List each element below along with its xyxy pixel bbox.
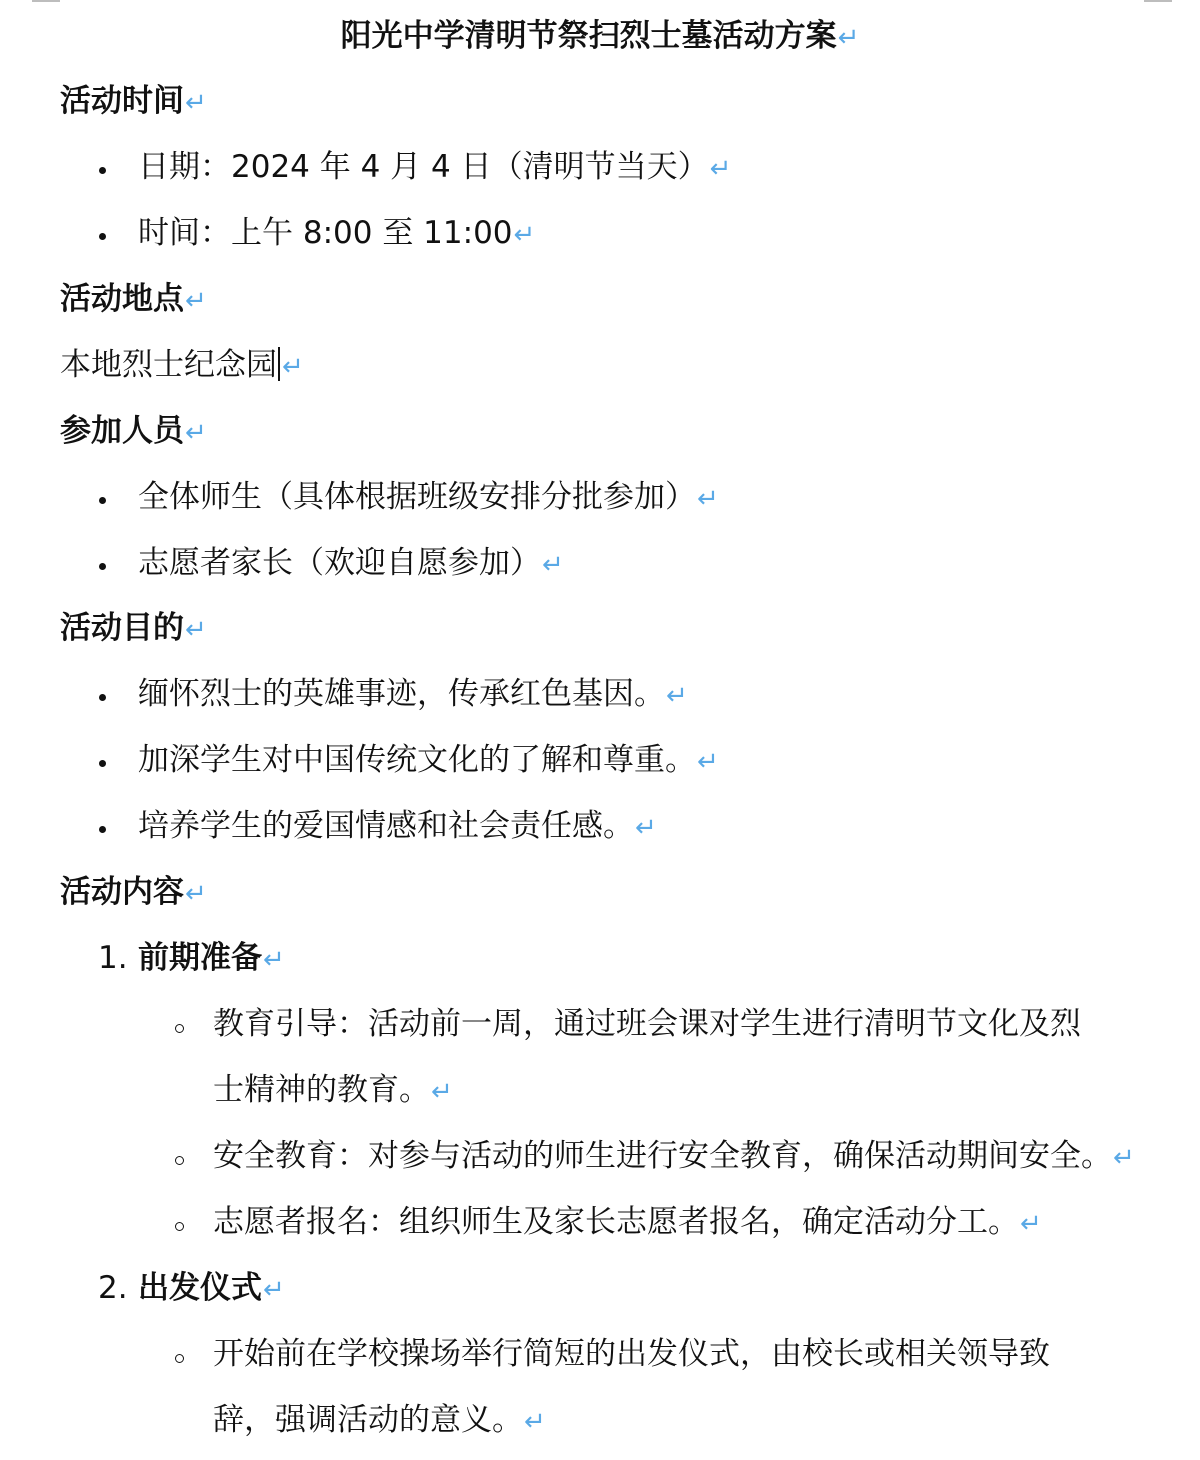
section-heading-content [60, 872, 207, 914]
location-paragraph[interactable] [60, 345, 304, 387]
list-item [138, 477, 719, 519]
bullet-dot-icon [99, 497, 106, 504]
list-item-text: 缅怀烈士的英雄事迹，传承红色基因。 [138, 676, 665, 712]
paragraph-mark-icon: ↵ [837, 23, 860, 53]
sub-list-item-line [213, 1070, 453, 1112]
sub-list-item-text: 开始前在学校操场举行简短的出发仪式，由校长或相关领导致 [213, 1336, 1050, 1372]
bullet-dot-icon [99, 563, 106, 570]
bullet-dot-icon [99, 233, 106, 240]
bullet-circle-icon [175, 1222, 184, 1231]
bullet-circle-icon [175, 1024, 184, 1033]
paragraph-mark-icon: ↵ [185, 418, 207, 448]
section-heading-content-text: 活动内容 [60, 874, 184, 910]
numbered-list-marker: 1. [98, 940, 128, 976]
numbered-list-marker: 2. [98, 1270, 128, 1306]
paragraph-mark-icon: ↵ [263, 945, 285, 975]
list-item [138, 147, 731, 189]
paragraph-mark-icon: ↵ [666, 681, 688, 711]
page-corner-mark-left [32, 0, 60, 2]
bullet-dot-icon [99, 694, 106, 701]
step-title-departure [138, 1268, 285, 1310]
list-item [138, 806, 657, 848]
list-item-text: 志愿者家长（欢迎自愿参加） [138, 545, 541, 581]
paragraph-mark-icon: ↵ [524, 1407, 546, 1437]
paragraph-mark-icon: ↵ [185, 286, 207, 316]
paragraph-mark-icon: ↵ [185, 879, 207, 909]
list-item [138, 740, 719, 782]
paragraph-mark-icon: ↵ [542, 550, 564, 580]
list-item-text: 时间：上午 8:00 至 11:00 [138, 215, 513, 251]
section-heading-time-text: 活动时间 [60, 83, 184, 119]
step-title-preparation [138, 938, 285, 980]
paragraph-mark-icon: ↵ [635, 813, 657, 843]
page-corner-mark-right [1144, 0, 1172, 2]
list-item [138, 674, 688, 716]
sub-list-item-text: 辞，强调活动的意义。 [213, 1402, 523, 1438]
sub-list-item-line [213, 1136, 1135, 1178]
paragraph-mark-icon: ↵ [697, 747, 719, 777]
section-heading-purpose [60, 608, 207, 650]
paragraph-mark-icon: ↵ [709, 154, 732, 184]
sub-list-item-line [213, 1202, 1042, 1244]
section-heading-location [60, 279, 207, 321]
paragraph-mark-icon: ↵ [185, 615, 207, 645]
list-item-text: 加深学生对中国传统文化的了解和尊重。 [138, 742, 696, 778]
document-title-text: 阳光中学清明节祭扫烈士墓活动方案 [340, 18, 837, 54]
list-item-text: 全体师生（具体根据班级安排分批参加） [138, 479, 696, 515]
section-heading-purpose-text: 活动目的 [60, 610, 184, 646]
location-text: 本地烈士纪念园 [60, 347, 277, 383]
text-cursor [278, 347, 280, 381]
paragraph-mark-icon: ↵ [1113, 1143, 1135, 1173]
paragraph-mark-icon: ↵ [185, 88, 207, 118]
bullet-dot-icon [99, 826, 106, 833]
paragraph-mark-icon: ↵ [431, 1077, 453, 1107]
paragraph-mark-icon: ↵ [263, 1275, 285, 1305]
sub-list-item-text: 教育引导：活动前一周，通过班会课对学生进行清明节文化及烈 [213, 1006, 1081, 1042]
bullet-circle-icon [175, 1156, 184, 1165]
bullet-dot-icon [99, 167, 106, 174]
paragraph-mark-icon: ↵ [1020, 1209, 1042, 1239]
bullet-circle-icon [175, 1354, 184, 1363]
paragraph-mark-icon: ↵ [513, 220, 536, 250]
section-heading-location-text: 活动地点 [60, 281, 184, 317]
sub-list-item-text: 士精神的教育。 [213, 1072, 430, 1108]
step-title-text: 前期准备 [138, 940, 262, 976]
list-item-text: 培养学生的爱国情感和社会责任感。 [138, 808, 634, 844]
sub-list-item-text: 志愿者报名：组织师生及家长志愿者报名，确定活动分工。 [213, 1204, 1019, 1240]
section-heading-time [60, 81, 207, 123]
paragraph-mark-icon: ↵ [697, 484, 719, 514]
section-heading-participants [60, 411, 207, 453]
list-item [138, 543, 564, 585]
paragraph-mark-icon: ↵ [282, 352, 304, 382]
sub-list-item-line [213, 1334, 1050, 1374]
sub-list-item-line [213, 1400, 546, 1442]
list-item-text: 日期：2024 年 4 月 4 日（清明节当天） [138, 149, 709, 185]
section-heading-participants-text: 参加人员 [60, 413, 184, 449]
step-title-text: 出发仪式 [138, 1270, 262, 1306]
list-item [138, 213, 535, 255]
sub-list-item-text: 安全教育：对参与活动的师生进行安全教育，确保活动期间安全。 [213, 1138, 1112, 1174]
bullet-dot-icon [99, 760, 106, 767]
sub-list-item-line [213, 1004, 1081, 1044]
document-title [0, 16, 1200, 58]
